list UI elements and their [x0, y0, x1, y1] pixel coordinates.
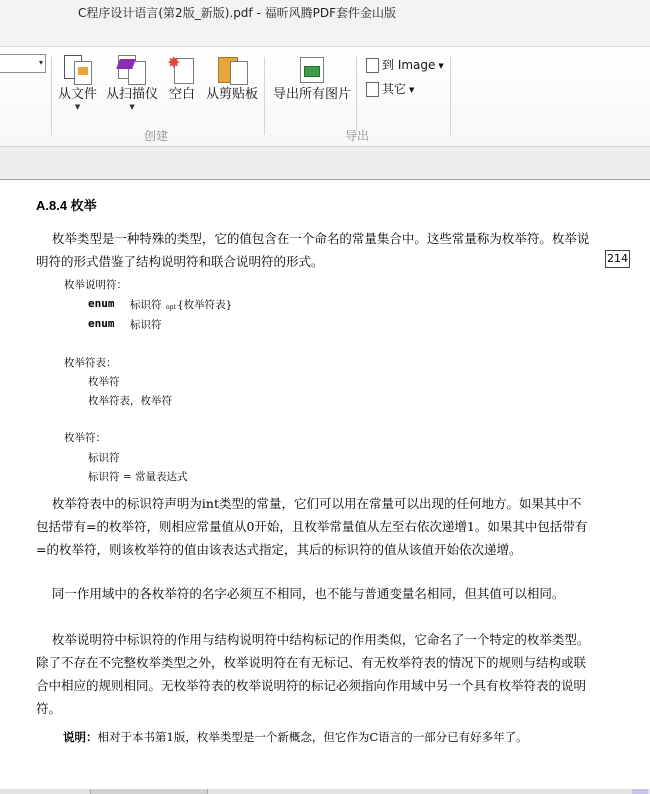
from-file-icon — [62, 55, 94, 85]
grammar-enumerator-rule: 标识符 = 常量表达式 — [88, 471, 188, 483]
to-image-label: 到 Image — [382, 58, 436, 72]
note-label: 说明： — [63, 730, 98, 744]
ribbon — [0, 46, 650, 146]
paragraph-scope: 同一作用域中的各枚举符的名字必须互不相同，也不能与普通变量名相同，但其值可以相同。 — [36, 586, 565, 601]
grammar-enumerator-list-rule: 枚举符表，枚举符 — [88, 395, 172, 407]
export-all-images-label: 导出所有图片 — [273, 87, 352, 102]
blank-label: 空白 — [168, 87, 195, 102]
other-button[interactable] — [366, 80, 414, 97]
chevron-down-icon: ▼ — [438, 61, 444, 70]
page-tab[interactable] — [90, 789, 208, 794]
ribbon-separator — [264, 57, 265, 135]
zoom-combo[interactable] — [0, 54, 46, 73]
grammar-enumerator-label: 枚举符： — [64, 432, 106, 444]
from-scanner-button[interactable] — [106, 55, 158, 112]
from-clipboard-label: 从剪贴板 — [206, 87, 259, 102]
from-scanner-icon — [116, 55, 148, 85]
from-clipboard-button[interactable] — [206, 55, 258, 103]
export-group-label: 导出 — [345, 129, 370, 143]
to-image-button[interactable] — [366, 56, 444, 73]
grammar-identifier: 标识符 — [130, 319, 162, 331]
window-title: C程序设计语言(第2版_新版).pdf - 福昕风腾PDF套件金山版 — [78, 6, 396, 20]
grammar-enumerator-rule: 标识符 — [88, 452, 120, 464]
other-export-icon — [366, 82, 379, 97]
section-heading: A.8.4 枚举 — [36, 198, 97, 213]
blank-button[interactable] — [166, 55, 198, 103]
ribbon-separator — [356, 57, 357, 135]
from-file-button[interactable] — [58, 55, 97, 112]
grammar-enumerator-list-label: 枚举符表： — [64, 357, 117, 369]
paragraph-tag: 枚举说明符中标识符的作用与结构说明符中结构标记的作用类似，它命名了一个特定的枚举类型。除了不存在不完整枚举类型之外，枚举说明符在有无标记、有无枚举符表的情况下的规则与结构或联合中相应的规则相同。无枚举符表的枚举说明符的标记必须指向作用域中另一个具有枚举符表的说明符。 — [36, 632, 590, 716]
document-page — [0, 181, 650, 789]
from-scanner-label: 从扫描仪 — [106, 87, 159, 102]
chevron-down-icon: ▼ — [129, 103, 135, 111]
grammar-enumerator-list-rule: 枚举符 — [88, 376, 120, 388]
ribbon-separator — [51, 57, 52, 135]
grammar-keyword-enum: enum — [88, 297, 115, 310]
title-bar — [0, 0, 650, 46]
grammar-identifier: 标识符 — [130, 299, 162, 311]
grammar-keyword-enum: enum — [88, 317, 115, 330]
create-group-label: 创建 — [144, 129, 169, 143]
status-indicator — [632, 789, 648, 794]
chevron-down-icon: ▼ — [409, 85, 415, 94]
chevron-down-icon: ▼ — [74, 103, 81, 111]
grammar-opt-subscript: opt — [166, 304, 176, 311]
blank-page-icon: ✸ — [166, 55, 198, 85]
from-clipboard-icon — [216, 55, 248, 85]
to-image-icon — [366, 58, 379, 73]
note-block — [63, 727, 583, 748]
paragraph-int-constants: 枚举符表中的标识符声明为int类型的常量，它们可以用在常量可以出现的任何地方。如果其中不包括带有=的枚举符，则相应常量值从0开始，且枚举常量值从左至右依次递增1。如果其中包括带有=的枚举符，则该枚举符的值由该表达式指定，其后的标识符的值从该值开始依次递增。 — [36, 496, 588, 557]
from-file-label: 从文件 — [58, 87, 98, 102]
page-number-box: 214 — [605, 250, 630, 268]
grammar-enumerator-list-braces: {枚举符表} — [177, 299, 233, 311]
paragraph-intro: 枚举类型是一种特殊的类型，它的值包含在一个命名的常量集合中。这些常量称为枚举符。枚举说明符的形式借鉴了结构说明符和联合说明符的形式。 — [36, 231, 590, 269]
export-images-icon — [296, 55, 328, 85]
ribbon-separator — [450, 57, 451, 135]
chevron-down-icon[interactable]: ▾ — [38, 58, 43, 67]
status-bar — [0, 789, 650, 794]
grammar-enum-specifier-label: 枚举说明符： — [64, 279, 127, 291]
note-text: 相对于本书第1版，枚举类型是一个新概念，但它作为C语言的一部分已有好多年了。 — [97, 730, 528, 744]
export-all-images-button[interactable] — [273, 55, 351, 103]
other-label: 其它 — [382, 82, 407, 96]
secondary-toolbar — [0, 146, 650, 180]
